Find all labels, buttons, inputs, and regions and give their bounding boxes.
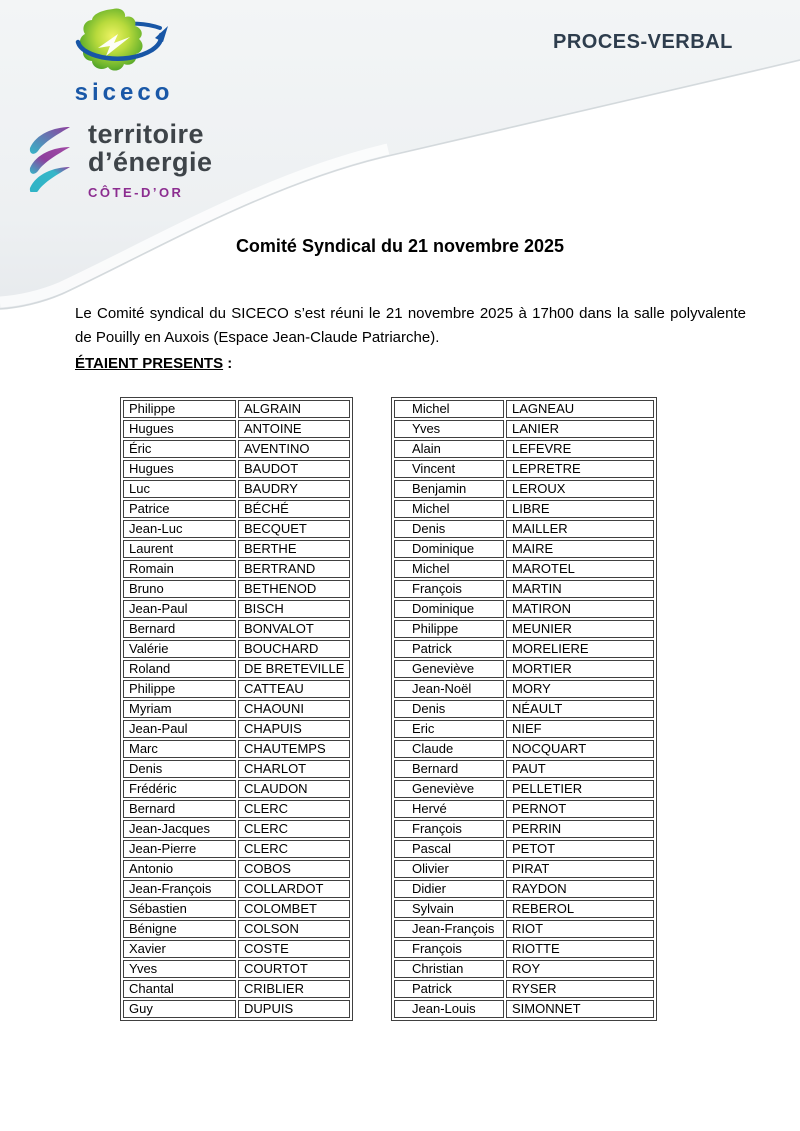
attendee-row: [123, 560, 350, 578]
attendee-row: [394, 1000, 654, 1018]
attendee-row: [394, 900, 654, 918]
attendee-last-name: PELLETIER: [506, 780, 654, 798]
attendee-last-name: PIRAT: [506, 860, 654, 878]
attendee-first-name: Laurent: [123, 540, 236, 558]
attendee-row: [123, 980, 350, 998]
attendee-first-name: Frédéric: [123, 780, 236, 798]
attendee-last-name: PAUT: [506, 760, 654, 778]
attendee-first-name: Sylvain: [394, 900, 504, 918]
attendee-first-name: Xavier: [123, 940, 236, 958]
attendee-first-name: Yves: [394, 420, 504, 438]
attendee-row: [394, 700, 654, 718]
attendee-first-name: Claude: [394, 740, 504, 758]
attendee-first-name: Hervé: [394, 800, 504, 818]
attendee-row: [123, 500, 350, 518]
attendee-last-name: CLAUDON: [238, 780, 350, 798]
attendee-row: [123, 660, 350, 678]
attendee-last-name: MORY: [506, 680, 654, 698]
attendee-last-name: LEPRETRE: [506, 460, 654, 478]
attendee-first-name: Michel: [394, 500, 504, 518]
attendee-last-name: CLERC: [238, 800, 350, 818]
attendee-row: [123, 720, 350, 738]
siceco-wordmark: siceco: [74, 79, 174, 106]
attendee-last-name: CHAOUNI: [238, 700, 350, 718]
attendee-first-name: François: [394, 820, 504, 838]
attendee-row: [123, 420, 350, 438]
attendee-row: [394, 400, 654, 418]
attendee-last-name: CLERC: [238, 820, 350, 838]
attendee-first-name: Michel: [394, 400, 504, 418]
attendee-row: [394, 540, 654, 558]
attendee-first-name: Patrice: [123, 500, 236, 518]
attendee-row: [123, 520, 350, 538]
attendee-row: [394, 740, 654, 758]
attendee-last-name: SIMONNET: [506, 1000, 654, 1018]
attendee-last-name: BÉCHÉ: [238, 500, 350, 518]
attendee-last-name: DUPUIS: [238, 1000, 350, 1018]
attendee-last-name: BOUCHARD: [238, 640, 350, 658]
attendee-last-name: BAUDRY: [238, 480, 350, 498]
attendee-first-name: Jean-Luc: [123, 520, 236, 538]
attendee-first-name: Guy: [123, 1000, 236, 1018]
attendee-last-name: RIOTTE: [506, 940, 654, 958]
attendee-last-name: DE BRETEVILLE: [238, 660, 350, 678]
attendee-row: [123, 600, 350, 618]
attendee-first-name: Christian: [394, 960, 504, 978]
siceco-logo: [58, 6, 190, 107]
attendee-first-name: Roland: [123, 660, 236, 678]
attendee-first-name: Yves: [123, 960, 236, 978]
attendee-first-name: Myriam: [123, 700, 236, 718]
attendee-first-name: Jean-Paul: [123, 720, 236, 738]
attendee-first-name: Didier: [394, 880, 504, 898]
attendee-first-name: Jean-Jacques: [123, 820, 236, 838]
attendee-last-name: LAGNEAU: [506, 400, 654, 418]
attendee-last-name: ALGRAIN: [238, 400, 350, 418]
attendee-first-name: Jean-François: [394, 920, 504, 938]
attendee-first-name: Bruno: [123, 580, 236, 598]
document-type-label: PROCES-VERBAL: [553, 31, 733, 53]
attendee-row: [123, 480, 350, 498]
attendee-last-name: NIEF: [506, 720, 654, 738]
siceco-map-emblem-icon: [68, 6, 180, 78]
attendee-row: [123, 680, 350, 698]
attendee-last-name: LEROUX: [506, 480, 654, 498]
attendee-last-name: PERRIN: [506, 820, 654, 838]
attendee-last-name: MARTIN: [506, 580, 654, 598]
attendee-row: [123, 540, 350, 558]
attendee-row: [394, 640, 654, 658]
attendee-first-name: Geneviève: [394, 660, 504, 678]
attendee-last-name: PERNOT: [506, 800, 654, 818]
attendee-first-name: Eric: [394, 720, 504, 738]
attendee-row: [123, 860, 350, 878]
attendee-first-name: Dominique: [394, 540, 504, 558]
attendee-first-name: Sébastien: [123, 900, 236, 918]
attendee-last-name: BONVALOT: [238, 620, 350, 638]
attendee-last-name: COLSON: [238, 920, 350, 938]
attendee-row: [123, 940, 350, 958]
attendee-row: [394, 420, 654, 438]
attendee-row: [394, 800, 654, 818]
attendee-first-name: Luc: [123, 480, 236, 498]
attendee-first-name: Hugues: [123, 420, 236, 438]
attendee-first-name: François: [394, 940, 504, 958]
attendee-last-name: MEUNIER: [506, 620, 654, 638]
attendee-row: [394, 660, 654, 678]
attendee-last-name: BAUDOT: [238, 460, 350, 478]
attendee-last-name: CLERC: [238, 840, 350, 858]
attendee-row: [123, 400, 350, 418]
attendee-row: [394, 680, 654, 698]
attendee-row: [123, 740, 350, 758]
attendee-last-name: BECQUET: [238, 520, 350, 538]
attendee-last-name: CHAUTEMPS: [238, 740, 350, 758]
attendee-last-name: ANTOINE: [238, 420, 350, 438]
attendee-last-name: BISCH: [238, 600, 350, 618]
attendee-first-name: Éric: [123, 440, 236, 458]
attendee-first-name: Philippe: [123, 400, 236, 418]
attendee-last-name: COLOMBET: [238, 900, 350, 918]
attendee-row: [123, 760, 350, 778]
attendee-row: [123, 800, 350, 818]
territoire-energie-logo: [28, 120, 213, 200]
attendee-first-name: Bernard: [123, 800, 236, 818]
attendee-last-name: RIOT: [506, 920, 654, 938]
territoire-wordmark-line1: territoire: [88, 119, 205, 149]
attendee-first-name: Antonio: [123, 860, 236, 878]
attendee-first-name: Patrick: [394, 640, 504, 658]
attendee-first-name: Jean-Paul: [123, 600, 236, 618]
attendee-row: [394, 940, 654, 958]
attendee-row: [123, 840, 350, 858]
attendee-row: [123, 440, 350, 458]
attendee-last-name: BETHENOD: [238, 580, 350, 598]
attendee-last-name: REBEROL: [506, 900, 654, 918]
attendee-last-name: CATTEAU: [238, 680, 350, 698]
attendee-row: [123, 1000, 350, 1018]
attendee-last-name: NOCQUART: [506, 740, 654, 758]
attendee-row: [394, 500, 654, 518]
attendee-first-name: Geneviève: [394, 780, 504, 798]
attendee-first-name: Patrick: [394, 980, 504, 998]
attendee-first-name: Philippe: [123, 680, 236, 698]
attendee-last-name: LEFEVRE: [506, 440, 654, 458]
attendee-first-name: Michel: [394, 560, 504, 578]
attendee-row: [123, 780, 350, 798]
attendee-last-name: COSTE: [238, 940, 350, 958]
attendee-last-name: RAYDON: [506, 880, 654, 898]
cote-dor-label: CÔTE-D’OR: [88, 185, 184, 200]
attendee-first-name: Denis: [394, 700, 504, 718]
attendee-first-name: Hugues: [123, 460, 236, 478]
attendees-table-left: [120, 397, 353, 1021]
attendee-last-name: AVENTINO: [238, 440, 350, 458]
attendee-first-name: Olivier: [394, 860, 504, 878]
attendee-row: [394, 880, 654, 898]
territoire-wordmark-line2: d’énergie: [88, 147, 213, 177]
attendee-row: [123, 960, 350, 978]
attendee-row: [394, 840, 654, 858]
attendee-row: [394, 440, 654, 458]
attendee-row: [123, 620, 350, 638]
attendee-last-name: MAIRE: [506, 540, 654, 558]
attendee-row: [394, 560, 654, 578]
attendee-last-name: LIBRE: [506, 500, 654, 518]
territoire-energie-leaves-icon: [28, 126, 74, 192]
attendee-first-name: Denis: [123, 760, 236, 778]
attendee-last-name: COLLARDOT: [238, 880, 350, 898]
attendee-row: [123, 460, 350, 478]
presents-heading-colon: :: [223, 355, 233, 372]
attendee-first-name: Pascal: [394, 840, 504, 858]
attendee-row: [394, 720, 654, 738]
attendee-last-name: BERTHE: [238, 540, 350, 558]
attendee-row: [394, 580, 654, 598]
attendee-row: [394, 960, 654, 978]
attendee-last-name: MATIRON: [506, 600, 654, 618]
attendee-last-name: CRIBLIER: [238, 980, 350, 998]
attendee-row: [123, 900, 350, 918]
attendee-first-name: Denis: [394, 520, 504, 538]
attendee-last-name: CHAPUIS: [238, 720, 350, 738]
attendee-row: [394, 520, 654, 538]
attendee-row: [394, 600, 654, 618]
attendee-row: [394, 920, 654, 938]
attendee-row: [394, 760, 654, 778]
intro-paragraph: Le Comité syndical du SICECO s’est réuni le 21 novembre 2025 à 17h00 dans la salle polyvalente de Pouilly en Auxois (Espace Jean-Claude Patriarche).: [75, 305, 746, 346]
attendee-last-name: BERTRAND: [238, 560, 350, 578]
attendee-row: [123, 700, 350, 718]
attendee-row: [394, 620, 654, 638]
attendee-first-name: Jean-François: [123, 880, 236, 898]
attendee-row: [394, 860, 654, 878]
attendee-row: [123, 880, 350, 898]
attendee-row: [123, 820, 350, 838]
attendee-row: [394, 480, 654, 498]
attendee-row: [394, 460, 654, 478]
attendee-first-name: Romain: [123, 560, 236, 578]
attendee-row: [123, 640, 350, 658]
attendee-first-name: Jean-Louis: [394, 1000, 504, 1018]
attendee-last-name: MORELIERE: [506, 640, 654, 658]
attendee-first-name: Bernard: [123, 620, 236, 638]
attendee-first-name: Bernard: [394, 760, 504, 778]
attendee-first-name: Valérie: [123, 640, 236, 658]
attendee-first-name: Bénigne: [123, 920, 236, 938]
presents-heading-text: ÉTAIENT PRESENTS: [75, 355, 224, 372]
attendee-last-name: COURTOT: [238, 960, 350, 978]
attendee-first-name: Marc: [123, 740, 236, 758]
attendee-row: [123, 580, 350, 598]
attendee-last-name: MAROTEL: [506, 560, 654, 578]
attendee-row: [394, 780, 654, 798]
attendee-last-name: ROY: [506, 960, 654, 978]
attendee-first-name: Chantal: [123, 980, 236, 998]
attendee-first-name: Philippe: [394, 620, 504, 638]
attendee-last-name: CHARLOT: [238, 760, 350, 778]
attendee-last-name: LANIER: [506, 420, 654, 438]
attendee-first-name: Jean-Pierre: [123, 840, 236, 858]
attendee-first-name: Benjamin: [394, 480, 504, 498]
attendee-first-name: Dominique: [394, 600, 504, 618]
attendee-row: [394, 980, 654, 998]
attendee-first-name: Jean-Noël: [394, 680, 504, 698]
attendee-last-name: COBOS: [238, 860, 350, 878]
attendee-first-name: François: [394, 580, 504, 598]
page-title: Comité Syndical du 21 novembre 2025: [235, 236, 565, 256]
attendee-row: [394, 820, 654, 838]
attendee-last-name: NÉAULT: [506, 700, 654, 718]
attendee-first-name: Alain: [394, 440, 504, 458]
attendee-last-name: PETOT: [506, 840, 654, 858]
attendee-last-name: MORTIER: [506, 660, 654, 678]
attendee-row: [123, 920, 350, 938]
attendee-last-name: MAILLER: [506, 520, 654, 538]
presents-heading: [75, 355, 232, 372]
attendees-table-right: [391, 397, 657, 1021]
attendee-first-name: Vincent: [394, 460, 504, 478]
attendee-last-name: RYSER: [506, 980, 654, 998]
